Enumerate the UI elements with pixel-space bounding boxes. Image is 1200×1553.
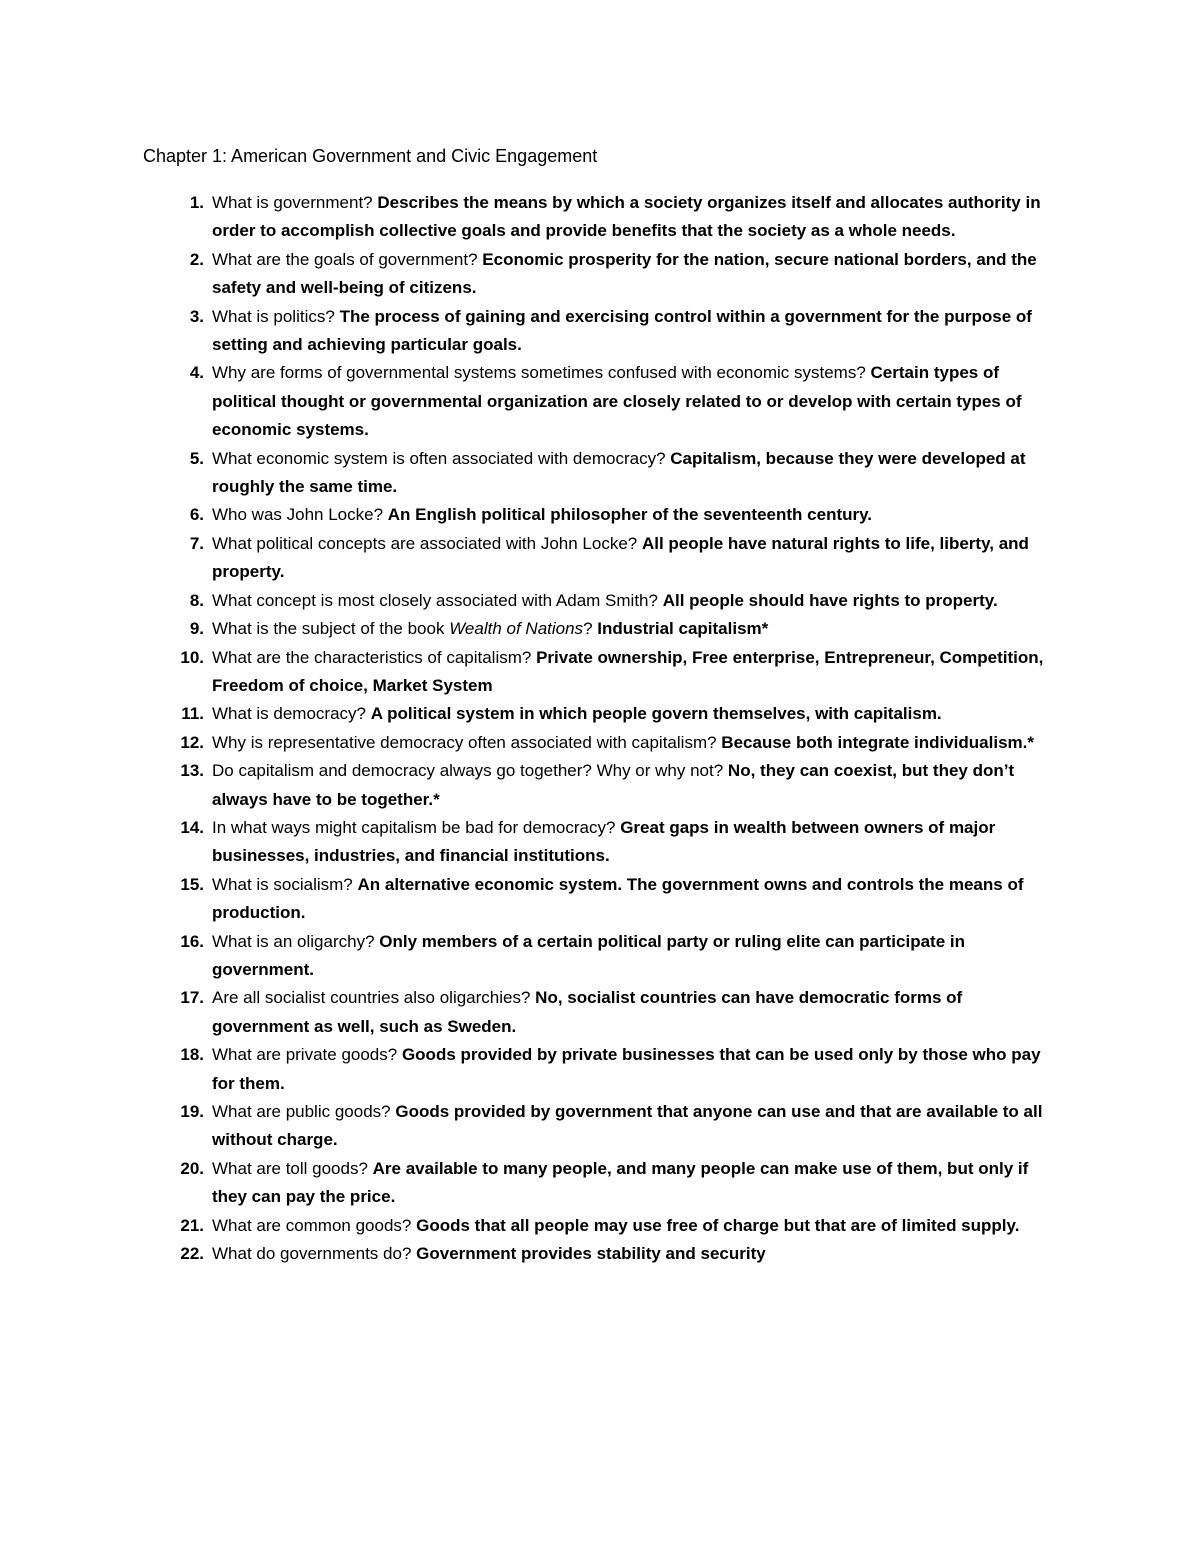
list-item bbox=[189, 303, 1062, 360]
item-number: 9. bbox=[189, 619, 204, 639]
list-item bbox=[189, 445, 1062, 502]
question-text: What is democracy? bbox=[212, 704, 366, 724]
answer-text: Goods provided by private businesses that can be used only by those who pay for them. bbox=[212, 1045, 1041, 1093]
question-text: What are private goods? bbox=[212, 1045, 398, 1065]
item-number: 7. bbox=[189, 533, 204, 553]
item-number: 17. bbox=[180, 988, 204, 1008]
question-text: ? bbox=[583, 619, 593, 639]
item-number: 20. bbox=[180, 1158, 204, 1178]
item-number: 13. bbox=[180, 761, 204, 781]
question-text: What are the goals of government? bbox=[212, 249, 478, 269]
question-text: Why is representative democracy often associated with capitalism? bbox=[212, 732, 717, 752]
item-number: 18. bbox=[180, 1045, 204, 1065]
question-text: What is an oligarchy? bbox=[212, 931, 375, 951]
question-list bbox=[180, 189, 1062, 1268]
list-item bbox=[189, 615, 1062, 643]
item-number: 12. bbox=[180, 732, 204, 752]
list-item bbox=[180, 871, 1062, 928]
item-number: 10. bbox=[180, 647, 204, 667]
list-item bbox=[180, 1212, 1062, 1240]
list-item bbox=[180, 644, 1062, 701]
answer-text: Certain types of political thought or governmental organization are closely related to or develop with certain types of economic systems. bbox=[212, 363, 1022, 440]
item-number: 4. bbox=[189, 363, 204, 383]
list-item bbox=[180, 757, 1062, 814]
list-item bbox=[189, 530, 1062, 587]
question-text: What are common goods? bbox=[212, 1215, 412, 1235]
list-item bbox=[189, 359, 1062, 444]
answer-text: Capitalism, because they were developed at roughly the same time. bbox=[212, 448, 1026, 497]
answer-text: Great gaps in wealth between owners of major businesses, industries, and financial institutions. bbox=[212, 817, 996, 866]
list-item bbox=[189, 501, 1062, 529]
answer-text: Industrial capitalism* bbox=[597, 619, 769, 639]
question-text: What concept is most closely associated with Adam Smith? bbox=[212, 590, 658, 610]
answer-text: Government provides stability and security bbox=[416, 1244, 766, 1264]
answer-text: No, they can coexist, but they don’t always have to be together.* bbox=[212, 761, 1015, 809]
list-item bbox=[180, 1041, 1062, 1098]
item-number: 2. bbox=[189, 249, 204, 269]
book-title: Wealth of Nations bbox=[449, 619, 584, 639]
item-number: 5. bbox=[189, 448, 204, 468]
question-text: Why are forms of governmental systems sometimes confused with economic systems? bbox=[212, 363, 866, 383]
question-text: What is government? bbox=[212, 193, 373, 212]
answer-text: All people have natural rights to life, liberty, and property. bbox=[212, 533, 1029, 582]
list-item bbox=[180, 984, 1062, 1041]
list-item bbox=[180, 729, 1062, 757]
question-text: What is socialism? bbox=[212, 874, 353, 894]
question-text: What do governments do? bbox=[212, 1244, 412, 1264]
item-number: 15. bbox=[180, 874, 204, 894]
item-number: 8. bbox=[189, 590, 204, 610]
item-number: 14. bbox=[180, 817, 204, 837]
answer-text: Goods that all people may use free of charge but that are of limited supply. bbox=[416, 1215, 1020, 1235]
answer-text: Are available to many people, and many people can make use of them, but only if they can pay the price. bbox=[212, 1158, 1029, 1207]
list-item bbox=[180, 814, 1062, 871]
answer-text: The process of gaining and exercising control within a government for the purpose of setting and achieving particular goals. bbox=[212, 306, 1032, 355]
question-text: Are all socialist countries also oligarchies? bbox=[212, 988, 531, 1008]
list-item bbox=[180, 1240, 1062, 1268]
answer-text: A political system in which people govern themselves, with capitalism. bbox=[370, 704, 942, 724]
list-item bbox=[180, 1155, 1062, 1212]
answer-text: An alternative economic system. The government owns and controls the means of production. bbox=[212, 874, 1024, 923]
question-text: What are toll goods? bbox=[212, 1158, 368, 1178]
question-text: What is the subject of the book bbox=[212, 619, 450, 639]
item-number: 22. bbox=[180, 1244, 204, 1264]
list-item bbox=[189, 246, 1062, 303]
list-item bbox=[189, 189, 1062, 246]
item-number: 3. bbox=[189, 306, 204, 326]
answer-text: Only members of a certain political party or ruling elite can participate in government. bbox=[212, 931, 965, 979]
question-text: Who was John Locke? bbox=[212, 505, 384, 525]
question-text: What are the characteristics of capitalism? bbox=[212, 647, 532, 667]
item-number: 6. bbox=[189, 505, 204, 525]
answer-text: Goods provided by government that anyone can use and that are available to all without charge. bbox=[212, 1102, 1043, 1150]
question-text: What are public goods? bbox=[212, 1102, 391, 1121]
item-number: 21. bbox=[180, 1215, 204, 1235]
answer-text: All people should have rights to property. bbox=[662, 590, 998, 610]
list-item bbox=[180, 928, 1062, 985]
list-item bbox=[189, 587, 1062, 615]
answer-text: Because both integrate individualism.* bbox=[721, 732, 1034, 752]
question-text: What political concepts are associated with John Locke? bbox=[212, 533, 638, 553]
item-number: 11. bbox=[181, 704, 204, 724]
question-text: Do capitalism and democracy always go together? Why or why not? bbox=[212, 761, 724, 781]
answer-text: Private ownership, Free enterprise, Entrepreneur, Competition, Freedom of choice, Market System bbox=[212, 647, 1044, 695]
list-item bbox=[180, 1098, 1062, 1155]
item-number: 19. bbox=[180, 1102, 204, 1121]
item-number: 1. bbox=[189, 193, 204, 212]
answer-text: No, socialist countries can have democratic forms of government as well, such as Sweden. bbox=[212, 988, 963, 1036]
list-item bbox=[181, 700, 1062, 728]
question-text: In what ways might capitalism be bad for democracy? bbox=[212, 817, 616, 837]
item-number: 16. bbox=[180, 931, 204, 951]
question-text: What is politics? bbox=[212, 306, 335, 326]
question-text: What economic system is often associated with democracy? bbox=[212, 448, 666, 468]
answer-text: Economic prosperity for the nation, secure national borders, and the safety and well-being of citizens. bbox=[212, 249, 1037, 298]
page-title: Chapter 1: American Government and Civic Engagement bbox=[143, 146, 598, 166]
answer-text: Describes the means by which a society organizes itself and allocates authority in order to accomplish collective goals and provide benefits that the society as a whole needs. bbox=[212, 193, 1041, 241]
answer-text: An English political philosopher of the seventeenth century. bbox=[387, 505, 873, 525]
